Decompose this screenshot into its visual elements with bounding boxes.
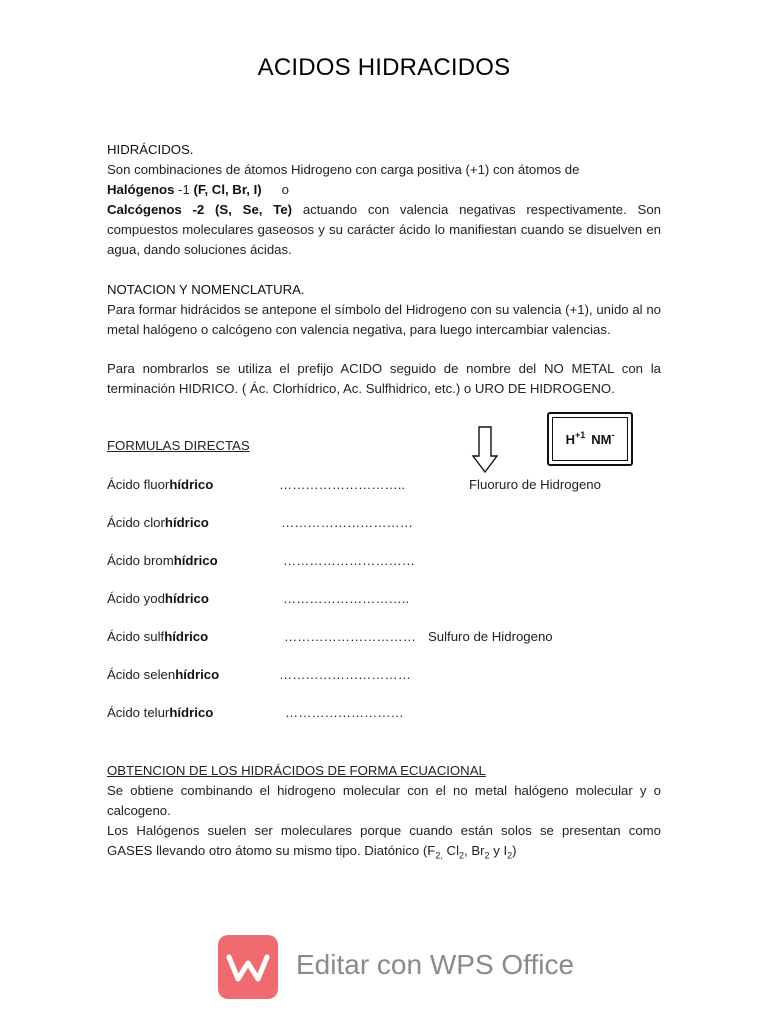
answer-blank: ………………………… [279, 667, 411, 682]
hidracidos-text-2: actuando con valencia negativas respectivamente. Son compuestos moleculares gaseosos y su carácter ácido lo manifiestan cuando se disuelven en agua, dando soluciones ácidas. [107, 202, 662, 257]
answer-blank: ………………………… [284, 629, 416, 644]
page-title: ACIDOS HIDRACIDOS [257, 54, 511, 81]
answer-text: Sulfuro de Hidrogeno [428, 629, 553, 644]
formula-row [107, 553, 667, 573]
formula-row [107, 477, 667, 497]
valence-box-inner [552, 417, 628, 461]
notacion-section [107, 280, 661, 340]
hidracidos-heading: HIDRÁCIDOS. [107, 142, 194, 157]
nonmetal-valence: - [611, 430, 615, 440]
formula-row [107, 591, 667, 611]
acid-name: Ácido clorhídrico [107, 515, 209, 530]
notacion-heading: NOTACION Y NOMENCLATURA. [107, 282, 305, 297]
hidracidos-section [107, 140, 661, 260]
answer-blank: ……………………….. [279, 477, 406, 492]
obtencion-text-2: Los Halógenos suelen ser moleculares porque cuando están solos se presentan como GASES llevando otro átomo su mismo tipo. Diatónico ($F_{2,}$ $Cl_2$, $Br_2$ y $I_2$) [107, 823, 661, 861]
down-arrow-icon [471, 426, 499, 474]
notacion-text-1: Para formar hidrácidos se antepone el símbolo del Hidrogeno con su valencia (+1), unido al no metal halógeno o calcógeno con valencia negativa, para luego intercambiar valencias. [107, 302, 661, 337]
formula-row [107, 705, 667, 725]
wps-logo-icon [218, 935, 278, 999]
hidracidos-text-1: Son combinaciones de átomos Hidrogeno con carga positiva (+1) con átomos de [107, 162, 580, 177]
wps-label: Editar con WPS Office [296, 949, 575, 980]
nonmetal-symbol: NM [591, 431, 612, 447]
acid-name: Ácido yodhídrico [107, 591, 209, 606]
halogenos-line [107, 180, 661, 200]
valence-box [547, 412, 633, 466]
or-word: o [281, 182, 289, 197]
answer-text: Fluoruro de Hidrogeno [469, 477, 601, 492]
acid-name: Ácido selenhídrico [107, 667, 220, 682]
formula-row [107, 629, 667, 649]
halogenos-label: Halógenos [107, 182, 175, 197]
formulas-heading: FORMULAS DIRECTAS [107, 438, 250, 453]
hydrogen-valence: +1 [574, 430, 586, 440]
acid-name: Ácido fluorhídrico [107, 477, 214, 492]
hydrogen-symbol: H [565, 431, 575, 447]
obtencion-heading: OBTENCION DE LOS HIDRÁCIDOS DE FORMA ECUACIONAL [107, 763, 486, 778]
formula-row [107, 667, 667, 687]
notacion-text-2: Para nombrarlos se utiliza el prefijo ACIDO seguido de nombre del NO METAL con la terminación HIDRICO. ( Ác. Clorhídrico, Ac. Sulfhidrico, etc.) o URO DE HIDROGENO. [107, 361, 661, 396]
calcogenos-label: Calcógenos -2 (S, Se, Te) [107, 202, 293, 217]
answer-blank: ………………………… [283, 553, 415, 568]
calcogenos-paragraph [107, 200, 661, 260]
halogenos-valence: -1 [174, 182, 194, 197]
answer-blank: ……………………….. [283, 591, 410, 606]
answer-blank: ………………………… [281, 515, 413, 530]
answer-blank: ……………………… [285, 705, 404, 720]
formula-row [107, 515, 667, 535]
wps-edit-link[interactable] [218, 935, 578, 999]
acid-name: Ácido telurhídrico [107, 705, 214, 720]
halogenos-elements: (F, Cl, Br, I) [193, 182, 262, 197]
obtencion-text-1: Se obtiene combinando el hidrogeno molecular con el no metal halógeno molecular y o calcogeno. [107, 783, 661, 818]
acid-name: Ácido sulfhídrico [107, 629, 209, 644]
acid-name: Ácido bromhídrico [107, 553, 218, 568]
obtencion-section [107, 761, 661, 866]
